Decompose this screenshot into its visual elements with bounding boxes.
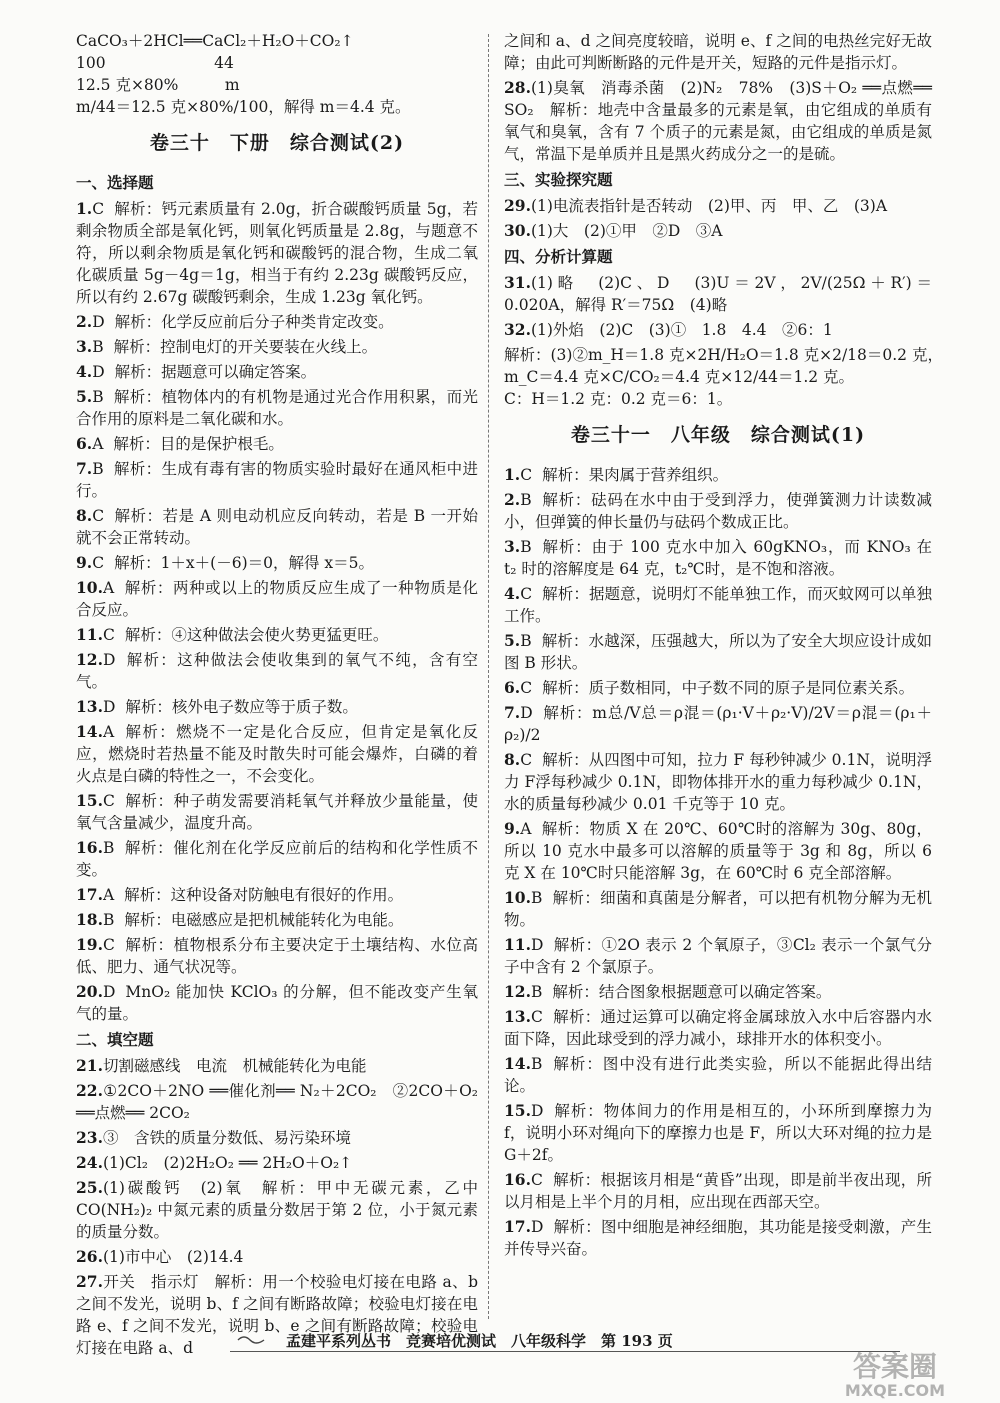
answer-item: [76, 1080, 478, 1124]
item-text: 解析：质子数相同，中子数不同的原子是同位素关系。: [542, 679, 915, 697]
item-number: 2.: [504, 490, 521, 509]
answer-list-b: [504, 195, 932, 242]
equation-line: 100 44: [76, 54, 234, 72]
item-number: 21.: [76, 1056, 103, 1075]
calc-line: C：H＝1.2 克：0.2 克＝6：1。: [504, 390, 733, 408]
item-text: 解析：图中没有进行此类实验，所以不能据此得出结论。: [504, 1055, 932, 1095]
answer-item: [504, 702, 932, 746]
item-number: 29.: [504, 196, 531, 215]
item-answer: B: [530, 983, 543, 1001]
answer-item: [504, 319, 932, 341]
item-text: 解析：通过运算可以确定将金属球放入水中后容器内水面下降，因此球受到的浮力减小，球排开水的体积变小。: [504, 1008, 932, 1048]
item-text: 解析：果肉属于营养组织。: [542, 466, 729, 484]
item-number: 4.: [504, 584, 521, 603]
item-answer: A: [102, 886, 115, 904]
item-answer: C: [92, 507, 105, 525]
equation-line: 12.5 克×80% m: [76, 76, 240, 94]
item-text: (1)外焰 (2)C (3)① 1.8 4.4 ②6：1: [530, 321, 833, 339]
item-text: 解析：钙元素质量有 2.0g，折合碳酸钙质量 5g，若剩余物质全部是氧化钙，则氧化钙质量是 2.8g，与题意不符，所以剩余物质是氧化钙和碳酸钙的混合物，生成二氧化碳质量 5g－4g＝1g，相当于有约 2.23g 碳酸钙反应，所以有约 2.67g 碳酸钙剩余，生成 1.23g 氧化钙。: [76, 200, 478, 306]
answer-item: [504, 583, 932, 627]
item-number: 2.: [76, 312, 93, 331]
item-answer: A: [92, 435, 104, 453]
item-text: 解析：①2O 表示 2 个氧原子，③Cl₂ 表示一个氯气分子中含有 2 个氯原子。: [504, 936, 932, 976]
item-answer: B: [520, 491, 532, 509]
item-number: 18.: [76, 910, 103, 929]
equation-line: CaCO₃＋2HCl══CaCl₂＋H₂O＋CO₂↑: [76, 32, 354, 50]
item-text: 解析：植物根系分布主要决定于土壤结构、水位高低、肥力、通气状况等。: [76, 936, 478, 976]
item-number: 5.: [504, 631, 521, 650]
answer-item: [76, 311, 478, 333]
item-text: (1)碳酸钙 (2)氧 解析：甲中无碳元素，乙中 CO(NH₂)₂ 中氮元素的质量分数居于第 2 位，小于氮元素的质量分数。: [76, 1179, 478, 1241]
item-number: 5.: [76, 387, 93, 406]
item-answer: C: [102, 792, 115, 810]
section-heading: 二、填空题: [76, 1030, 154, 1049]
item-number: 6.: [504, 678, 521, 697]
answer-item: [76, 458, 478, 502]
item-answer: B: [102, 839, 115, 857]
answer-item: [76, 624, 478, 646]
item-number: 11.: [76, 625, 103, 644]
item-number: 16.: [76, 838, 103, 857]
svg-text:MXQE.COM: MXQE.COM: [844, 1381, 946, 1400]
item-number: 9.: [76, 553, 93, 572]
answer-item: [76, 790, 478, 834]
left-sections: [76, 172, 478, 1359]
item-answer: C: [92, 554, 105, 572]
item-answer: B: [92, 388, 104, 406]
answer-list-d: [504, 464, 932, 1260]
answer-item: [76, 1152, 478, 1174]
column-divider: [488, 34, 489, 1319]
item-answer: D: [102, 983, 116, 1001]
svg-text:答案圈: 答案圈: [852, 1350, 938, 1383]
item-text: 解析：据题意可以确定答案。: [114, 363, 317, 381]
answer-item: [76, 552, 478, 574]
item-answer: D: [530, 936, 544, 954]
item-text: (1)Cl₂ (2)2H₂O₂ ══ 2H₂O＋O₂↑: [102, 1154, 353, 1172]
item-number: 13.: [76, 697, 103, 716]
answer-item: [504, 630, 932, 674]
item-answer: C: [530, 1171, 543, 1189]
item-answer: B: [530, 1055, 543, 1073]
item-number: 14.: [504, 1054, 531, 1073]
answer-item: [504, 195, 932, 217]
item-text: 解析：由于 100 克水中加入 60gKNO₃，而 KNO₃ 在 t₂ 时的溶解度是 64 克，t₂℃时，是不饱和溶液。: [504, 538, 932, 578]
item-number: 27.: [76, 1272, 103, 1291]
item-number: 30.: [504, 221, 531, 240]
section-heading: 四、分析计算题: [504, 247, 613, 266]
item-number: 31.: [504, 273, 531, 292]
answer-item: [504, 1169, 932, 1213]
continued-answer: 之间和 a、d 之间亮度较暗，说明 e、f 之间的电热丝完好无故障；由此可判断断路的元件是开关，短路的元件是指示灯。: [504, 32, 932, 72]
item-text: 解析：种子萌发需要消耗氧气并释放少量能量，使氧气含量减少，温度升高。: [76, 792, 478, 832]
item-number: 14.: [76, 722, 103, 741]
item-answer: C: [520, 585, 533, 603]
right-column: [504, 30, 943, 1263]
item-number: 32.: [504, 320, 531, 339]
answer-item: [76, 361, 478, 383]
item-number: 17.: [504, 1217, 531, 1236]
item-number: 10.: [76, 578, 103, 597]
item-text: 解析：燃烧不一定是化合反应，但肯定是氧化反应，燃烧时若热量不能及时散失时可能会爆炸，白磷的着火点是白磷的特性之一，不会变化。: [76, 723, 478, 785]
item-text: 解析：砝码在水中由于受到浮力，使弹簧测力计读数减小，但弹簧的伸长量仍与砝码个数成正比。: [504, 491, 932, 531]
item-text: MnO₂ 能加快 KClO₃ 的分解，但不能改变产生氧气的量。: [76, 983, 478, 1023]
answer-item: [504, 1216, 932, 1260]
answer-item: [504, 1006, 932, 1050]
item-text: 解析：据题意，说明灯不能单独工作，而灭蚊网可以单独工作。: [504, 585, 932, 625]
item-number: 1.: [504, 465, 521, 484]
item-answer: D: [530, 1218, 544, 1236]
item-number: 22.: [76, 1081, 103, 1100]
item-number: 1.: [76, 199, 93, 218]
item-answer: B: [530, 889, 543, 907]
answer-item: [76, 386, 478, 430]
item-number: 7.: [76, 459, 93, 478]
item-text: 解析：核外电子数应等于质子数。: [125, 698, 358, 716]
answer-item: [76, 1055, 478, 1077]
item-text: 解析：电磁感应是把机械能转化为电能。: [124, 911, 404, 929]
answer-item: [76, 981, 478, 1025]
answer-item: [504, 464, 932, 486]
item-number: 9.: [504, 819, 521, 838]
item-text: 解析：结合图象根据题意可以确定答案。: [552, 983, 832, 1001]
calculation-block: [504, 344, 943, 410]
calc-line: 解析：(3)②m_H＝1.8 克×2H/H₂O＝1.8 克×2/18＝0.2 克，: [504, 346, 943, 364]
item-text: 解析：物质 X 在 20℃、60℃时的溶解为 30g、80g，所以 10 克水中最多可以溶解的质量等于 3g 和 8g，所以 6 克 X 在 10℃时只能溶解 3g，在 60℃时 6 克全部溶解。: [504, 820, 932, 882]
answer-item: [504, 749, 932, 815]
item-text: 解析：图中细胞是神经细胞，其功能是接受刺激，产生并传导兴奋。: [504, 1218, 932, 1258]
item-text: 解析：水越深，压强越大，所以为了安全大坝应设计成如图 B 形状。: [504, 632, 932, 672]
item-text: (1)电流表指针是否转动 (2)甲、丙 甲、乙 (3)A: [530, 197, 888, 215]
answer-item: [504, 220, 932, 242]
item-answer: B: [520, 538, 532, 556]
item-answer: C: [530, 1008, 543, 1026]
item-text: 解析：控制电灯的开关要装在火线上。: [113, 338, 378, 356]
item-number: 13.: [504, 1007, 531, 1026]
item-number: 26.: [76, 1247, 103, 1266]
section-title: 卷三十一 八年级 综合测试(1): [570, 424, 866, 446]
answer-item: [504, 77, 932, 165]
item-answer: A: [102, 579, 115, 597]
item-answer: A: [520, 820, 532, 838]
section-heading: 三、实验探究题: [504, 170, 613, 189]
answer-item: [76, 198, 478, 308]
item-text: 切割磁感线 电流 机械能转化为电能: [102, 1057, 367, 1075]
item-number: 15.: [76, 791, 103, 810]
item-number: 28.: [504, 78, 531, 97]
item-text: 解析：两种或以上的物质反应生成了一种物质是化合反应。: [76, 579, 478, 619]
item-number: 15.: [504, 1101, 531, 1120]
item-text: 解析：根据该月相是“黄昏”出现，即是前半夜出现，所以月相是上半个月的月相，应出现在西部天空。: [504, 1171, 932, 1211]
item-text: 解析：目的是保护根毛。: [113, 435, 284, 453]
item-number: 19.: [76, 935, 103, 954]
item-text: 解析：生成有毒有害的物质实验时最好在通风柜中进行。: [76, 460, 478, 500]
item-answer: C: [102, 626, 115, 644]
item-answer: D: [520, 704, 533, 722]
item-number: 11.: [504, 935, 531, 954]
item-answer: A: [102, 723, 115, 741]
calc-line: m_C＝4.4 克×C/CO₂＝4.4 克×12/44＝1.2 克。: [504, 368, 855, 386]
answer-item: [76, 1246, 478, 1268]
item-number: 7.: [504, 703, 521, 722]
item-answer: C: [92, 200, 105, 218]
item-answer: B: [92, 460, 104, 478]
answer-item: [504, 818, 932, 884]
item-number: 12.: [504, 982, 531, 1001]
answer-item: [76, 505, 478, 549]
answer-item: [504, 677, 932, 699]
item-text: 解析：从四图中可知，拉力 F 每秒钟减少 0.1N，说明浮力 F浮每秒减少 0.1N，即物体排开水的重力每秒减少 0.1N，水的质量每秒减少 0.01 千克等于 10 克。: [504, 751, 932, 813]
item-answer: B: [102, 911, 115, 929]
watermark-logo: [800, 1346, 990, 1400]
item-text: ①2CO＋2NO ══催化剂══ N₂＋2CO₂ ②2CO＋O₂ ══点燃══ 2CO₂: [76, 1082, 478, 1122]
answer-item: [504, 1100, 932, 1166]
item-answer: C: [520, 751, 533, 769]
answer-item: [76, 649, 478, 693]
answer-item: [76, 884, 478, 906]
answer-list-a: [504, 77, 932, 165]
item-number: 16.: [504, 1170, 531, 1189]
item-text: (1)臭氧 消毒杀菌 (2)N₂ 78% (3)S＋O₂ ══点燃══ SO₂ 解析：地壳中含量最多的元素是氧，由它组成的单质有氧气和臭氧，含有 7 个质子的元素是氮，由它组成的单质是氮气，常温下是单质并且是黑火药成分之一的是硫。: [504, 79, 932, 163]
item-text: 解析：化学反应前后分子种类肯定改变。: [114, 313, 394, 331]
item-text: 解析：这种设备对防触电有很好的作用。: [124, 886, 404, 904]
item-text: (1)略 (2)C、D (3)U＝2V，2V/(25Ω＋R′)＝0.020A，解得 R′＝75Ω (4)略: [504, 274, 932, 314]
item-text: (1)市中心 (2)14.4: [102, 1248, 244, 1266]
item-answer: D: [92, 313, 105, 331]
answer-item: [76, 909, 478, 931]
answer-item: [76, 1177, 478, 1243]
item-number: 23.: [76, 1128, 103, 1147]
item-text: 解析：催化剂在化学反应前后的结构和化学性质不变。: [76, 839, 478, 879]
answer-item: [504, 934, 932, 978]
item-number: 4.: [76, 362, 93, 381]
item-answer: D: [102, 698, 116, 716]
answer-item: [504, 536, 932, 580]
item-text: 解析：m总/V总＝ρ混＝(ρ₁·V＋ρ₂·V)/2V＝ρ混＝(ρ₁＋ρ₂)/2: [504, 704, 932, 744]
opening-equation-block: [76, 30, 478, 118]
item-number: 17.: [76, 885, 103, 904]
answer-list-c: [504, 272, 932, 341]
item-answer: C: [102, 936, 115, 954]
item-answer: D: [102, 651, 116, 669]
item-answer: B: [520, 632, 532, 650]
item-text: (1)大 (2)①甲 ②D ③A: [530, 222, 723, 240]
item-answer: C: [520, 679, 533, 697]
item-answer: B: [92, 338, 104, 356]
item-number: 8.: [76, 506, 93, 525]
item-number: 25.: [76, 1178, 103, 1197]
item-number: 10.: [504, 888, 531, 907]
answer-item: [76, 934, 478, 978]
item-number: 12.: [76, 650, 103, 669]
answer-item: [76, 336, 478, 358]
item-text: 解析：物体间力的作用是相互的，小环所到摩擦力为 f，说明小环对绳向下的摩擦力也是 F，所以大环对绳的拉力是 G＋2f。: [504, 1102, 932, 1164]
answer-item: [76, 433, 478, 455]
section-heading: 一、选择题: [76, 173, 154, 192]
item-answer: D: [530, 1102, 544, 1120]
item-text: 解析：植物体内的有机物是通过光合作用积累，而光合作用的原料是二氧化碳和水。: [76, 388, 478, 428]
answer-item: [76, 1127, 478, 1149]
answer-item: [76, 696, 478, 718]
answer-item: [76, 837, 478, 881]
item-text: 解析：细菌和真菌是分解者，可以把有机物分解为无机物。: [504, 889, 932, 929]
item-number: 3.: [76, 337, 93, 356]
item-text: 解析：④这种做法会使火势更猛更旺。: [124, 626, 389, 644]
answer-item: [504, 887, 932, 931]
item-text: 解析：1＋x＋(－6)＝0，解得 x＝5。: [114, 554, 375, 572]
item-text: 开关 指示灯 解析：用一个校验电灯接在电路 a、b 之间不发光，说明 b、f 之间有断路故障；校验电灯接在电路 e、f 之间不发光，说明 b、e 之间有断路故障；校验电灯接在电路 a、d: [76, 1273, 478, 1357]
answer-item: [504, 981, 932, 1003]
item-text: ③ 含铁的质量分数低、易污染环境: [102, 1129, 351, 1147]
item-number: 20.: [76, 982, 103, 1001]
item-number: 6.: [76, 434, 93, 453]
answer-item: [504, 489, 932, 533]
item-number: 3.: [504, 537, 521, 556]
answer-item: [76, 577, 478, 621]
equation-line: m/44＝12.5 克×80%/100，解得 m＝4.4 克。: [76, 98, 411, 116]
section-title: 卷三十 下册 综合测试(2): [149, 132, 405, 154]
left-column: [76, 30, 478, 1362]
answer-item: [76, 721, 478, 787]
item-text: 解析：这种做法会使收集到的氧气不纯，含有空气。: [76, 651, 478, 691]
item-answer: C: [520, 466, 533, 484]
footer-text: 孟建平系列丛书 竞赛培优测试 八年级科学 第 193 页: [286, 1332, 673, 1350]
ornament-icon: [236, 1333, 266, 1347]
item-answer: D: [92, 363, 105, 381]
item-number: 8.: [504, 750, 521, 769]
item-text: 解析：若是 A 则电动机应反向转动，若是 B 一开始就不会正常转动。: [76, 507, 478, 547]
answer-item: [504, 272, 932, 316]
answer-item: [504, 1053, 932, 1097]
item-number: 24.: [76, 1153, 103, 1172]
